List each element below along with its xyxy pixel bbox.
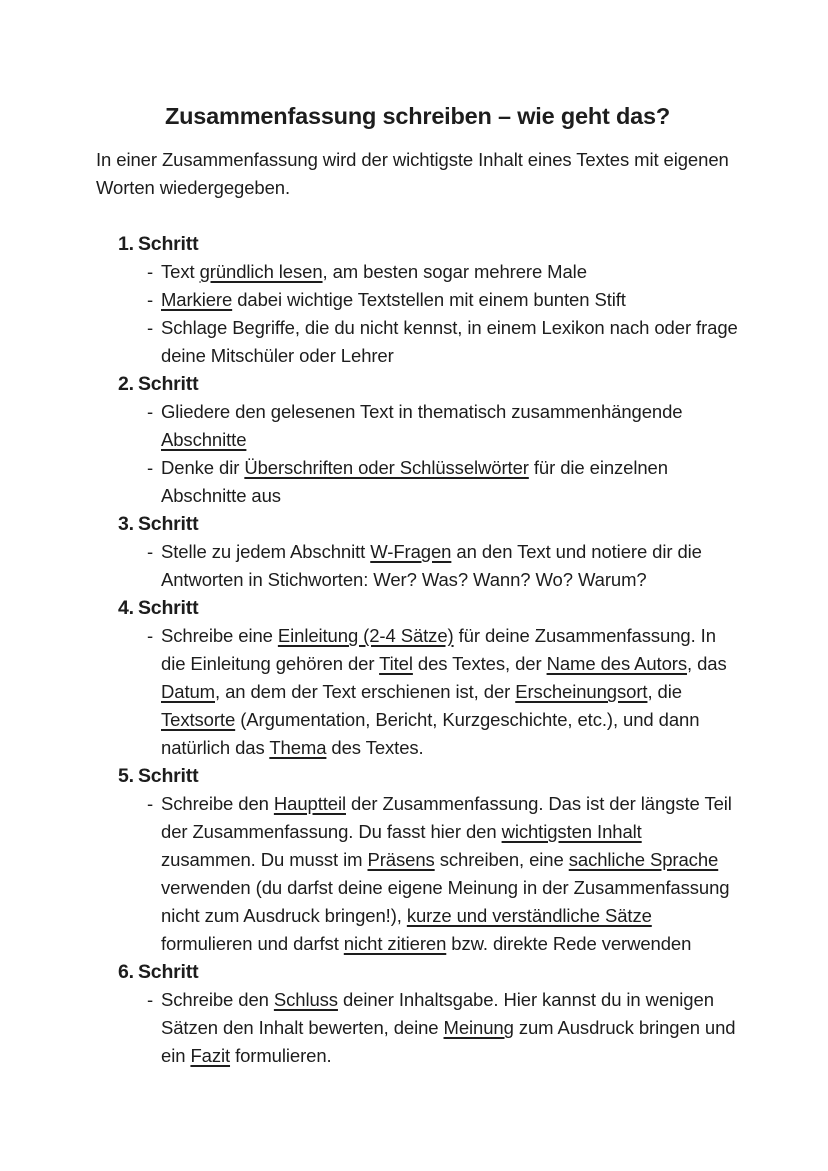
bullet-item bbox=[96, 454, 739, 510]
plain-text: Schreibe eine bbox=[161, 625, 278, 646]
plain-text: dabei wichtige Textstellen mit einem bunten Stift bbox=[232, 289, 626, 310]
bullet-dash-marker: - bbox=[147, 541, 154, 562]
step-item bbox=[96, 230, 739, 370]
step-item bbox=[96, 594, 739, 762]
bullet-text bbox=[161, 258, 739, 286]
underlined-text: kurze und verständliche Sätze bbox=[406, 905, 652, 926]
underlined-text: Einleitung (2-4 Sätze) bbox=[277, 625, 454, 646]
plain-text: für deine Zusammenfassung. In die Einleitung gehören der bbox=[161, 625, 716, 674]
step-item bbox=[96, 370, 739, 510]
step-heading bbox=[96, 594, 739, 622]
steps-list bbox=[96, 230, 739, 1070]
step-number: 4. bbox=[118, 597, 134, 619]
step-label: Schritt bbox=[138, 597, 199, 619]
plain-text: bzw. direkte Rede verwenden bbox=[446, 933, 692, 954]
step-number: 2. bbox=[118, 373, 134, 395]
bullet-list bbox=[96, 622, 739, 762]
step-heading bbox=[96, 958, 739, 986]
plain-text: (Argumentation, Bericht, Kurzgeschichte, etc.), und dann natürlich das bbox=[161, 709, 700, 758]
page-title: Zusammenfassung schreiben – wie geht das? bbox=[164, 103, 671, 129]
step-heading bbox=[96, 762, 739, 790]
step-label: Schritt bbox=[138, 513, 199, 535]
underlined-text: Titel bbox=[379, 653, 413, 674]
bullet-item bbox=[96, 398, 739, 454]
step-label: Schritt bbox=[138, 961, 199, 983]
plain-text: Gliedere den gelesenen Text in thematisch zusammenhängende bbox=[161, 401, 683, 422]
plain-text: des Textes, der bbox=[412, 653, 547, 674]
bullet-list bbox=[96, 790, 739, 958]
bullet-dash-marker: - bbox=[147, 317, 154, 338]
plain-text: , an dem der Text erschienen ist, der bbox=[215, 681, 516, 702]
bullet-text bbox=[161, 622, 739, 762]
underlined-text: Schluss bbox=[273, 989, 338, 1010]
bullet-item bbox=[96, 286, 739, 314]
underlined-text: Präsens bbox=[367, 849, 435, 870]
step-heading bbox=[96, 370, 739, 398]
underlined-text: Name des Autors bbox=[546, 653, 687, 674]
step-item bbox=[96, 762, 739, 958]
underlined-text: W-Fragen bbox=[370, 541, 452, 562]
bullet-item bbox=[96, 790, 739, 958]
plain-text: schreiben, eine bbox=[434, 849, 569, 870]
bullet-text bbox=[161, 986, 739, 1070]
bullet-dash-marker: - bbox=[147, 457, 154, 478]
underlined-text: Thema bbox=[269, 737, 327, 758]
step-number: 3. bbox=[118, 513, 134, 535]
plain-text: der Zusammenfassung. Das ist der längste Teil der Zusammenfassung. Du fasst hier den bbox=[161, 793, 732, 842]
bullet-list bbox=[96, 986, 739, 1070]
bullet-dash-marker: - bbox=[147, 793, 154, 814]
plain-text: Stelle zu jedem Abschnitt bbox=[161, 541, 371, 562]
bullet-list bbox=[96, 538, 739, 594]
underlined-text: sachliche Sprache bbox=[568, 849, 719, 870]
plain-text: Text bbox=[161, 261, 200, 282]
bullet-text bbox=[161, 538, 739, 594]
plain-text: , die bbox=[647, 681, 682, 702]
bullet-item bbox=[96, 538, 739, 594]
bullet-text bbox=[161, 790, 739, 958]
step-number: 5. bbox=[118, 765, 134, 787]
step-heading bbox=[96, 230, 739, 258]
bullet-text bbox=[161, 286, 739, 314]
intro-paragraph: In einer Zusammenfassung wird der wichtigste Inhalt eines Textes mit eigenen Worten wiedergegeben. bbox=[96, 149, 729, 198]
step-label: Schritt bbox=[138, 373, 199, 395]
underlined-text: nicht zitieren bbox=[343, 933, 447, 954]
underlined-text: Datum bbox=[161, 681, 215, 702]
underlined-text: Textsorte bbox=[161, 709, 236, 730]
plain-text: des Textes. bbox=[326, 737, 424, 758]
bullet-dash-marker: - bbox=[147, 625, 154, 646]
plain-text: formulieren und darfst bbox=[161, 933, 344, 954]
bullet-text bbox=[161, 454, 739, 510]
step-heading bbox=[96, 510, 739, 538]
plain-text: an den Text und notiere dir die Antworten in Stichworten: Wer? Was? Wann? Wo? Warum? bbox=[161, 541, 702, 590]
plain-text: Denke dir bbox=[161, 457, 245, 478]
bullet-text bbox=[161, 314, 739, 370]
step-number: 6. bbox=[118, 961, 134, 983]
plain-text: Schreibe den bbox=[161, 793, 274, 814]
bullet-item bbox=[96, 314, 739, 370]
step-item bbox=[96, 510, 739, 594]
plain-text: , das bbox=[686, 653, 727, 674]
bullet-item bbox=[96, 258, 739, 286]
step-label: Schritt bbox=[138, 233, 199, 255]
plain-text: , am besten sogar mehrere Male bbox=[322, 261, 587, 282]
plain-text: Schlage Begriffe, die du nicht kennst, in einem Lexikon nach oder frage deine Mitschüler oder Lehrer bbox=[161, 317, 738, 366]
underlined-text: Überschriften oder Schlüsselwörter bbox=[244, 457, 529, 478]
plain-text: zum Ausdruck bringen und ein bbox=[161, 1017, 736, 1066]
bullet-list bbox=[96, 398, 739, 510]
step-label: Schritt bbox=[138, 765, 199, 787]
underlined-text: Abschnitte bbox=[161, 429, 247, 450]
underlined-text: Hauptteil bbox=[273, 793, 346, 814]
bullet-list bbox=[96, 258, 739, 370]
bullet-dash-marker: - bbox=[147, 401, 154, 422]
plain-text: zusammen. Du musst im bbox=[161, 849, 368, 870]
underlined-text: Markiere bbox=[161, 289, 233, 310]
bullet-item bbox=[96, 986, 739, 1070]
bullet-item bbox=[96, 622, 739, 762]
plain-text: deiner Inhaltsgabe. Hier kannst du in wenigen Sätzen den Inhalt bewerten, deine bbox=[161, 989, 714, 1038]
plain-text: verwenden (du darfst deine eigene Meinung in der Zusammenfassung nicht zum Ausdruck bringen!), bbox=[161, 877, 730, 926]
underlined-text: Meinung bbox=[443, 1017, 514, 1038]
step-item bbox=[96, 958, 739, 1070]
step-number: 1. bbox=[118, 233, 134, 255]
underlined-text: gründlich lesen bbox=[199, 261, 323, 282]
bullet-dash-marker: - bbox=[147, 989, 154, 1010]
plain-text: Schreibe den bbox=[161, 989, 274, 1010]
underlined-text: Fazit bbox=[190, 1045, 231, 1066]
plain-text: für die einzelnen Abschnitte aus bbox=[161, 457, 668, 506]
plain-text: formulieren. bbox=[230, 1045, 332, 1066]
bullet-dash-marker: - bbox=[147, 289, 154, 310]
bullet-text bbox=[161, 398, 739, 454]
underlined-text: Erscheinungsort bbox=[515, 681, 648, 702]
underlined-text: wichtigsten Inhalt bbox=[501, 821, 642, 842]
bullet-dash-marker: - bbox=[147, 261, 154, 282]
